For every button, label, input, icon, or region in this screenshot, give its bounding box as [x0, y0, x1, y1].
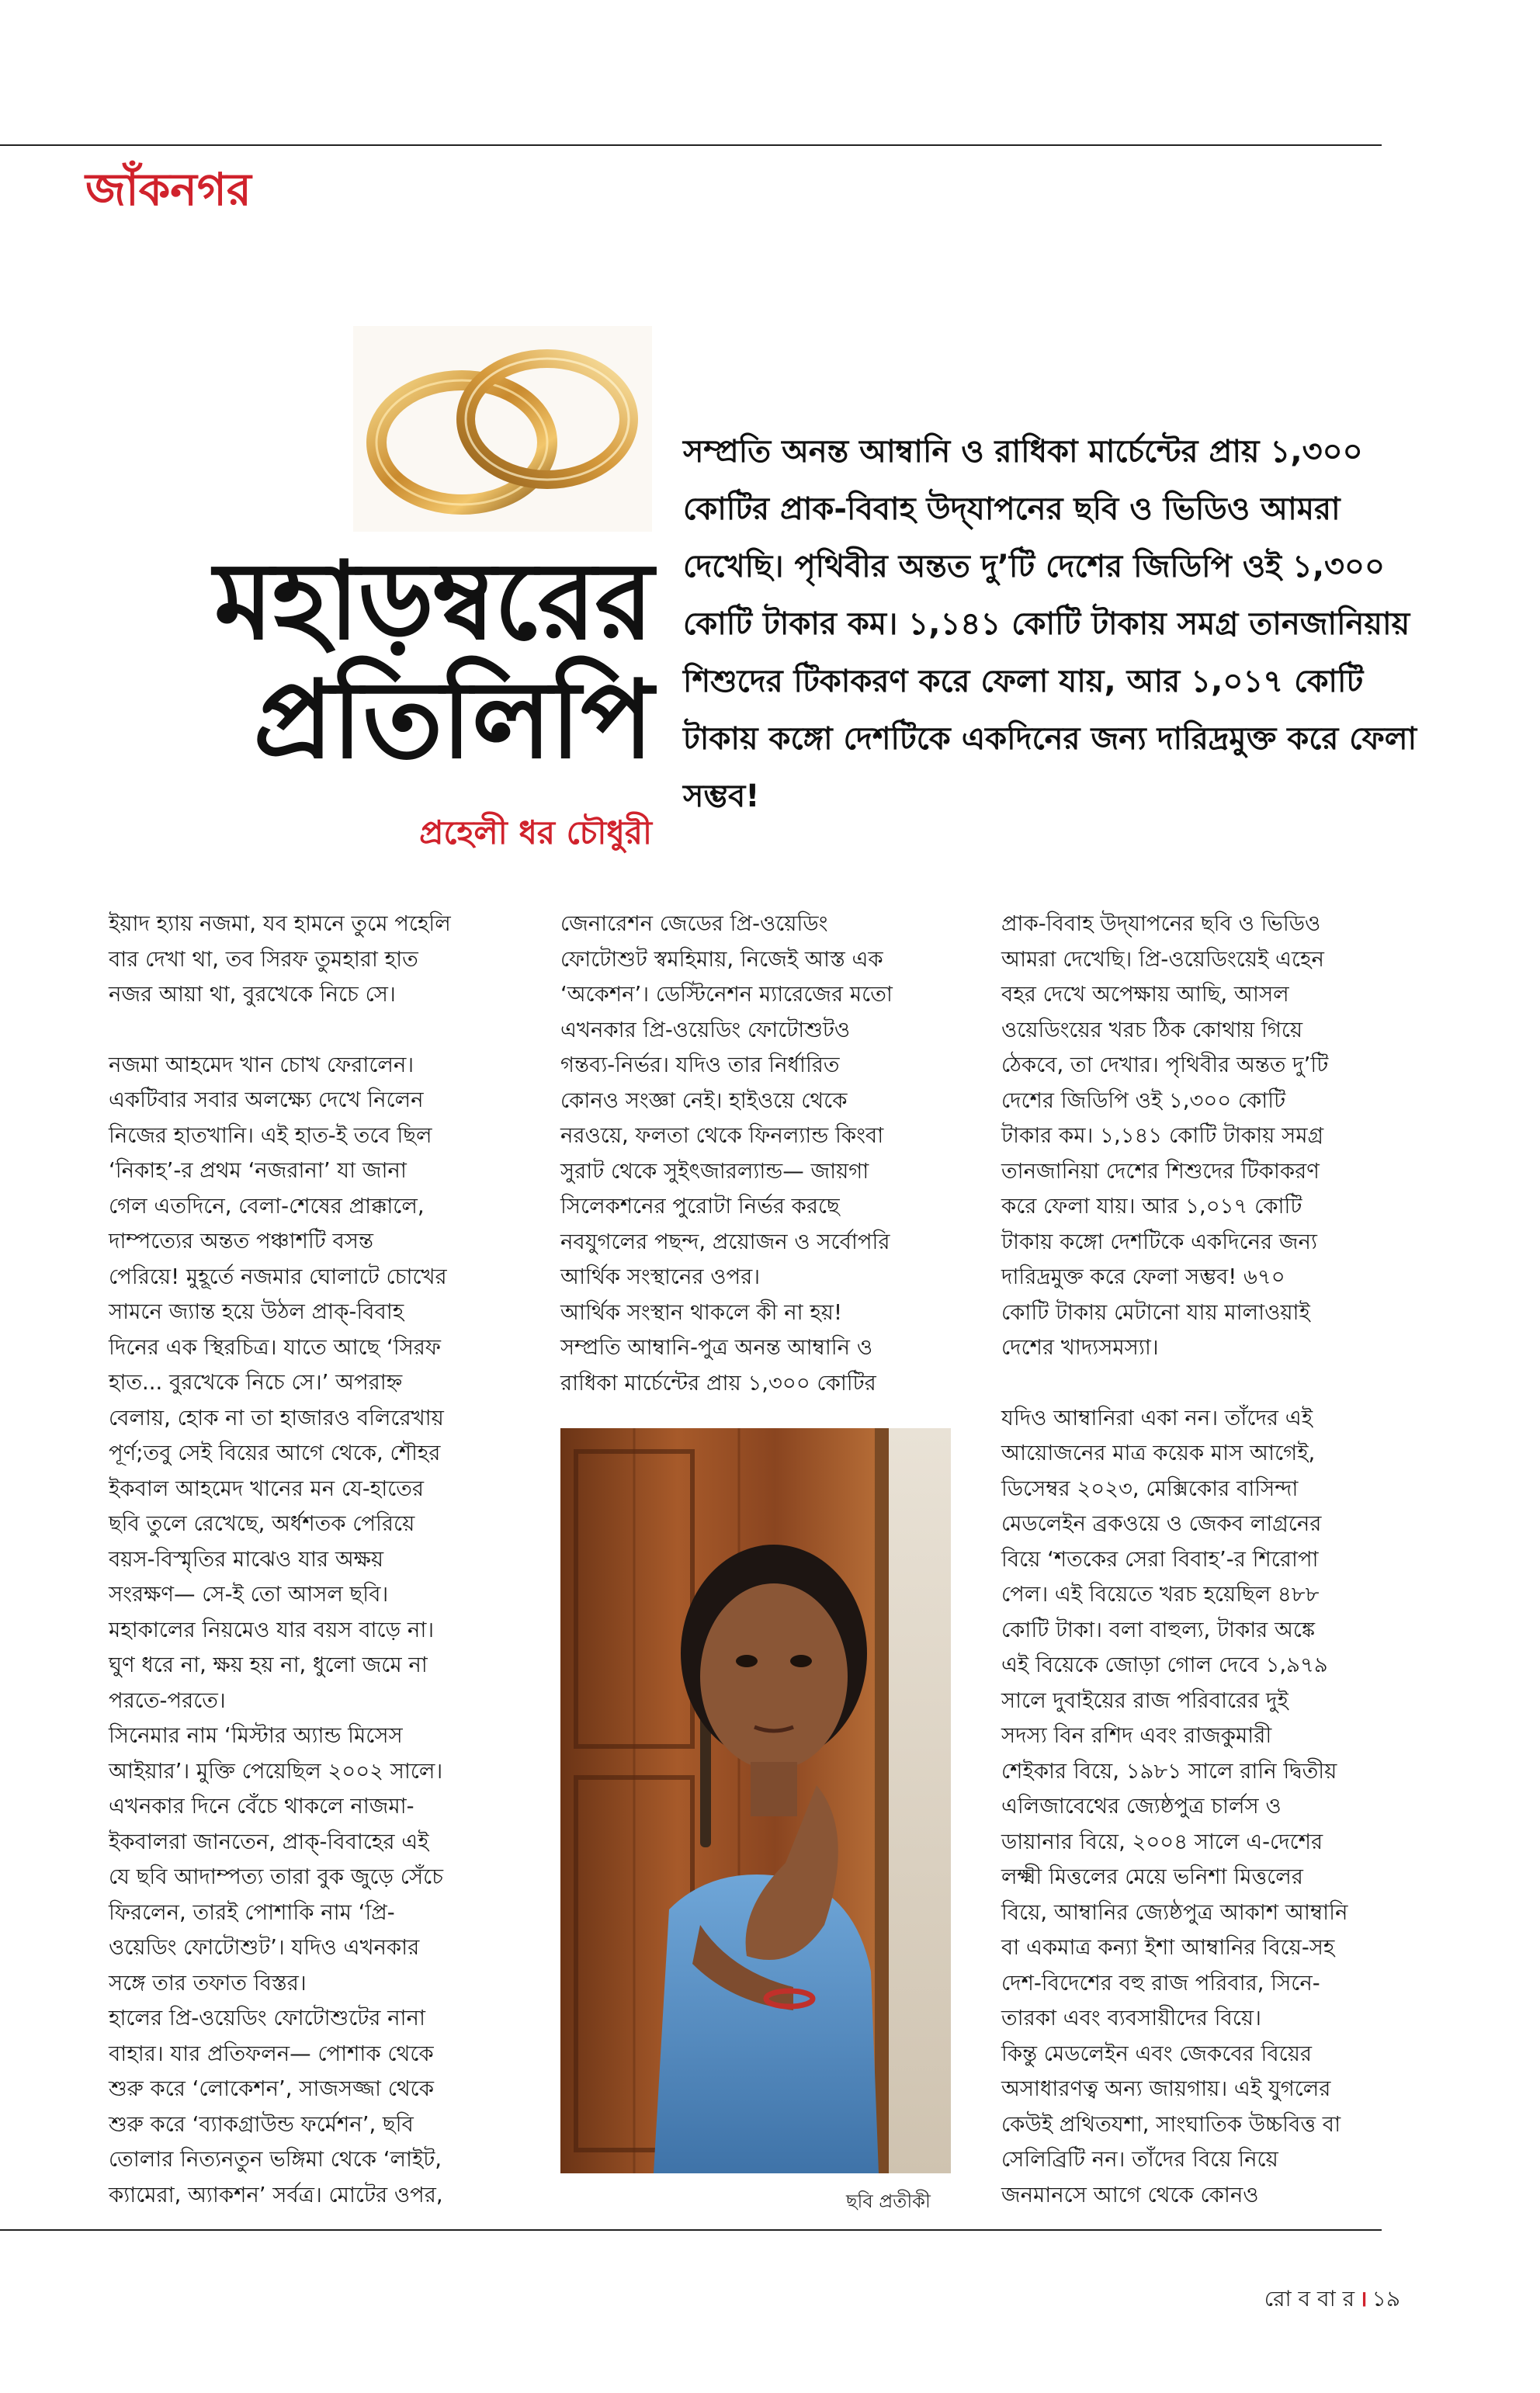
paragraph: আর্থিক সংস্থান থাকলে কী না হয়! সম্প্রতি আম্বানি-পুত্র অনন্ত আম্বানি ও রাধিকা মার্চেন্টের প্রায় ১,৩০০ কোটির [560, 1299, 876, 1396]
paragraph: সিনেমার নাম ‘মিস্টার অ্যান্ড মিসেস আইয়ার’। মুক্তি পেয়েছিল ২০০২ সালে। এখনকার দিনে বেঁচে থাকলে নাজমা- ইকবালরা জানতেন, প্রাক্‌-বিবাহের এই যে ছবি আদাম্পত্য তারা বুক জুড়ে সেঁচে ফিরলেন, তারই পোশাকি নাম ‘প্রি- ওয়েডিং ফোটোশুট’। যদিও এখনকার সঙ্গে তার তফাত বিস্তর। [109, 1723, 444, 1996]
paragraph: প্রাক-বিবাহ উদ্‌যাপনের ছবি ও ভিডিও আমরা দেখেছি। প্রি-ওয়েডিংয়েই এহেন বহর দেখে অপেক্ষায় আছি, আসল ওয়েডিংয়ের খরচ ঠিক কোথায় গিয়ে ঠেকবে, তা দেখার। পৃথিবীর অন্তত দু’টি দেশের জিডিপি ওই ১,৩০০ কোটি টাকার কম। ১,১৪১ কোটি টাকায় সমগ্র তানজানিয়া দেশের শিশুদের টিকাকরণ করে ফেলা যায়। আর ১,০১৭ কোটি টাকায় কঙ্গো দেশটিকে একদিনের জন্য দারিদ্রমুক্ত করে ফেলা সম্ভব! ৬৭০ কোটি টাকায় মেটানো যায় মালাওয়াই দেশের খাদ্যসমস্যা। [1001, 911, 1329, 1360]
paragraph: কিন্তু মেডলেইন এবং জেকবের বিয়ের অসাধারণত্ব অন্য জায়গায়। এই যুগলের কেউই প্রথিতযশা, সাংঘাতিক উচ্চবিত্ত বা সেলিব্রিটি নন। তাঁদের বিয়ে নিয়ে জনমানসে আগে থেকে কোনও [1001, 2041, 1341, 2207]
bottom-rule [0, 2229, 1382, 2231]
photo-caption: ছবি প্রতীকী [846, 2190, 931, 2212]
magazine-name: রো ব বা র [1264, 2286, 1355, 2311]
paragraph: জেনারেশন জেডের প্রি-ওয়েডিং ফোটোশুট স্বমহিমায়, নিজেই আস্ত এক ‘অকেশন’। ডেস্টিনেশন ম্যারেজের মতো এখনকার প্রি-ওয়েডিং ফোটোশুটও গন্তব্য-নির্ভর। যদিও তার নির্ধারিত কোনও সংজ্ঞা নেই। হাইওয়ে থেকে নরওয়ে, ফলতা থেকে ফিনল্যান্ড কিংবা সুরাট থেকে সুইৎজারল্যান্ড— জায়গা সিলেকশনের পুরোটা নির্ভর করছে নবযুগলের পছন্দ, প্রয়োজন ও সর্বোপরি আর্থিক সংস্থানের ওপর। [560, 911, 893, 1289]
section-label: জাঁকনগর [85, 163, 251, 216]
paragraph: নজমা আহমেদ খান চোখ ফেরালেন। একটিবার সবার অলক্ষ্যে দেখে নিলেন নিজের হাতখানি। এই হাত-ই তবে ছিল ‘নিকাহ’-র প্রথম ‘নজরানা’ যা জানা গেল এতদিনে, বেলা-শেষের প্রাক্কালে, দাম্পত্যের অন্তত পঞ্চাশটি বসন্ত পেরিয়ে! মুহূর্তে নজমার ঘোলাটে চোখের সামনে জ্যান্ত হয়ে উঠল প্রাক্‌-বিবাহ দিনের এক স্থিরচিত্র। যাতে আছে ‘সিরফ হাত... বুরখেকে নিচে সে।’ অপরাহ্ন বেলায়, হোক না তা হাজারও বলিরেখায় পূর্ণ;তবু সেই বিয়ের আগে থেকে, শৌহর ইকবাল আহমেদ খানের মন যে-হাতের ছবি তুলে রেখেছে, অর্ধশতক পেরিয়ে বয়স-বিস্মৃতির মাঝেও যার অক্ষয় সংরক্ষণ— সে-ই তো আসল ছবি। মহাকালের নিয়মেও যার বয়স বাড়ে না। ঘুণ ধরে না, ক্ষয় হয় না, ধুলো জমে না পরতে-পরতে। [109, 1052, 447, 1713]
top-rule [0, 144, 1382, 146]
article-photo [560, 1428, 951, 2173]
author-byline: প্রহেলী ধর চৌধুরী [419, 813, 652, 851]
paragraph: হালের প্রি-ওয়েডিং ফোটোশুটের নানা বাহার। যার প্রতিফলন— পোশাক থেকে শুরু করে ‘লোকেশন’, সাজসজ্জা থেকে শুরু করে ‘ব্যাকগ্রাউন্ড ফর্মেশন’, ছবি তোলার নিত্যনতুন ভঙ্গিমা থেকে ‘লাইট, ক্যামেরা, অ্যাকশন’ সর্বত্র। মোটের ওপর, [109, 2006, 443, 2207]
page-footer [1264, 2282, 1400, 2318]
headline-line-1: মহাড়ম্বরের [213, 537, 652, 664]
footer-separator: । [1359, 2286, 1368, 2311]
paragraph: যদিও আম্বানিরা একা নন। তাঁদের এই আয়োজনের মাত্র কয়েক মাস আগেই, ডিসেম্বর ২০২৩, মেক্সিকোর বাসিন্দা মেডলেইন ব্রকওয়ে ও জেকব লাগ্রনের বিয়ে ‘শতকের সেরা বিবাহ’-র শিরোপা পেল। এই বিয়েতে খরচ হয়েছিল ৪৮৮ কোটি টাকা। বলা বাহুল্য, টাকার অঙ্কে এই বিয়েকে জোড়া গোল দেবে ১,৯৭৯ সালে দুবাইয়ের রাজ পরিবারের দুই সদস্য বিন রশিদ এবং রাজকুমারী শেইকার বিয়ে, ১৯৮১ সালে রানি দ্বিতীয় এলিজাবেথের জ্যেষ্ঠপুত্র চার্লস ও ডায়ানার বিয়ে, ২০০৪ সালে এ-দেশের লক্ষ্মী মিত্তলের মেয়ে ভনিশা মিত্তলের বিয়ে, আম্বানির জ্যেষ্ঠপুত্র আকাশ আম্বানি বা একমাত্র কন্যা ইশা আম্বানির বিয়ে-সহ দেশ-বিদেশের বহু রাজ পরিবার, সিনে- তারকা এবং ব্যবসায়ীদের বিয়ে। [1001, 1405, 1348, 2031]
wedding-rings-icon [353, 326, 652, 532]
article-column-3 [1001, 907, 1436, 2213]
article-column-2 [560, 907, 964, 1401]
standfirst: সম্প্রতি অনন্ত আম্বানি ও রাধিকা মার্চেন্টের প্রায় ১,৩০০ কোটির প্রাক-বিবাহ উদ্‌যাপনের ছবি ও ভিডিও আমরা দেখেছি। পৃথিবীর অন্তত দু’টি দেশের জিডিপি ওই ১,৩০০ কোটি টাকার কম। ১,১৪১ কোটি টাকায় সমগ্র তানজানিয়ায় শিশুদের টিকাকরণ করে ফেলা যায়, আর ১,০১৭ কোটি টাকায় কঙ্গো দেশটিকে একদিনের জন্য দারিদ্রমুক্ত করে ফেলা সম্ভব! [683, 434, 1417, 814]
article-column-1 [109, 907, 543, 2213]
headline-line-2: প্রতিলিপি [253, 656, 652, 782]
paragraph: ইয়াদ হ্যায় নজমা, যব হামনে তুমে পহেলি বার দেখা থা, তব সিরফ তুমহারা হাত নজর আয়া থা, বুরখেকে নিচে সে। [109, 911, 451, 1007]
page-number: ১৯ [1372, 2286, 1400, 2311]
